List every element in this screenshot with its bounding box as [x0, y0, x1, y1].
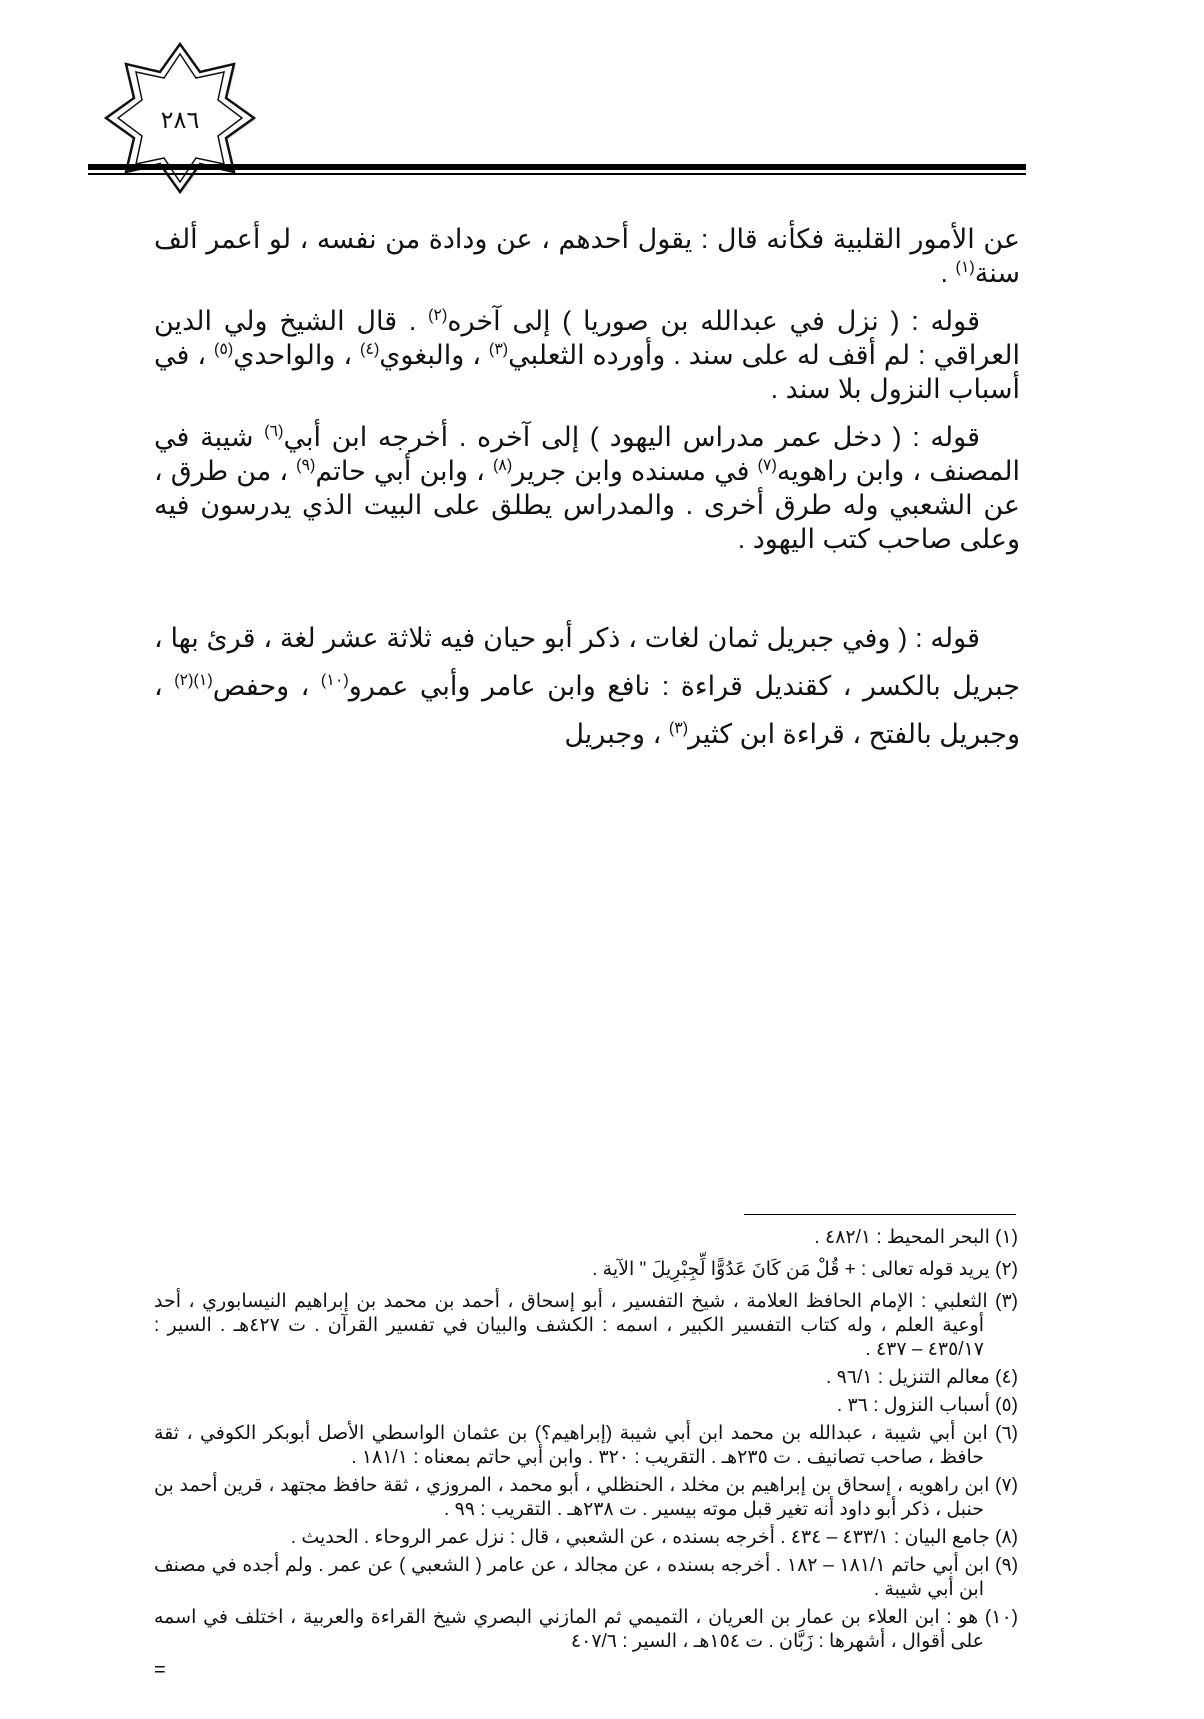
footnote-3: (٣) الثعلبي : الإمام الحافظ العلامة ، شيخ التفسير ، أبو إسحاق ، أحمد بن محمد بن إبراهيم النيسابوري ، أحد أوعية العلم ، وله كتاب التفسير الكبير ، اسمه : الكشف والبيان في تفسير القرآن . ت ٤٢٧هـ . السير : ٤٣٥/١٧ – ٤٣٧ . — [154, 1291, 1018, 1360]
paragraph-4: قوله : ( وفي جبريل ثمان لغات ، ذكر أبو حيان فيه ثلاثة عشر لغة ، قرئ بها ، جبريل بالكسر ، كقنديل قراءة : نافع وابن عامر وأبي عمرو$^{(١٠)}$ ، وحفص$^{(١)(٢)}$ ، وجبريل بالفتح ، قراءة ابن كثير$^{(٣)}$ ، وجبريل — [154, 623, 1020, 749]
footnote-2: (٢) يريد قوله تعالى : + قُلْ مَن كَانَ عَدُوًّا لِّجِبْرِيلَ " الآية . — [592, 1259, 1018, 1280]
paragraph-1: عن الأمور القلبية فكأنه قال : يقول أحدهم ، عن ودادة من نفسه ، لو أعمر ألف سنة$^{(١)}$ . — [154, 224, 1020, 288]
paragraph-3: قوله : ( دخل عمر مدراس اليهود ) إلى آخره . أخرجه ابن أبي$^{(٦)}$ شيبة في المصنف ، وابن راهويه$^{(٧)}$ في مسنده وابن جرير$^{(٨)}$ ، وابن أبي حاتم$^{(٩)}$ ، من طرق ، عن الشعبي وله طرق أخرى . والمدراس يطلق على البيت الذي يدرسون فيه وعلى صاحب كتب اليهود . — [154, 422, 1020, 554]
paragraph-2: قوله : ( نزل في عبدالله بن صوريا ) إلى آخره$^{(٢)}$ . قال الشيخ ولي الدين العراقي : لم أقف له على سند . وأورده الثعلبي$^{(٣)}$ ، والبغوي$^{(٤)}$ ، والواحدي$^{(٥)}$ ، في أسباب النزول بلا سند . — [154, 306, 1021, 404]
page-number: ٢٨٦ — [160, 106, 200, 134]
footnote-9: (٩) ابن أبي حاتم ١٨١/١ – ١٨٢ . أخرجه بسنده ، عن مجالد ، عن عامر ( الشعبي ) عن عمر . ولم أجده في مصنف ابن أبي شيبة . — [154, 1555, 1019, 1600]
footnote-1: (١) البحر المحيط : ٤٨٢/١ . — [814, 1227, 1018, 1248]
footnote-10: (١٠) هو : ابن العلاء بن عمار بن العريان ، التميمي ثم المازني البصري شيخ القراءة والعربية ، اختلف في اسمه على أقوال ، أشهرها : زَبَّان . ت ١٥٤هـ ، السير : ٤٠٧/٦ — [154, 1607, 1018, 1652]
main-text — [154, 222, 1020, 772]
footnote-6: (٦) ابن أبي شيبة ، عبدالله بن محمد ابن أبي شيبة (إبراهيم؟) بن عثمان الواسطي الأصل أبوبكر الكوفي ، ثقة حافظ ، صاحب تصانيف . ت ٢٣٥هـ . التقريب : ٣٢٠ . وابن أبي حاتم بمعناه : ١٨١/١ . — [154, 1423, 1018, 1468]
page-number-frame — [100, 40, 260, 200]
footnote-separator — [744, 1214, 1016, 1215]
footnotes — [154, 1226, 1018, 1682]
header-rule-thin — [88, 173, 1026, 175]
header-rule-thick — [88, 164, 1026, 170]
footnote-8: (٨) جامع البيان : ٤٣٣/١ – ٤٣٤ . أخرجه بسنده ، عن الشعبي ، قال : نزل عمر الروحاء . الحديث . — [290, 1527, 1018, 1548]
footnote-5: (٥) أسباب النزول : ٣٦ . — [836, 1395, 1018, 1416]
continuation-mark: = — [154, 1659, 166, 1681]
footnote-4: (٤) معالم التنزيل : ٩٦/١ . — [826, 1367, 1018, 1388]
footnote-7: (٧) ابن راهويه ، إسحاق بن إبراهيم بن مخلد ، الحنظلي ، أبو محمد ، المروزي ، ثقة حافظ مجتهد ، قرين أحمد بن حنبل ، ذكر أبو داود أنه تغير قبل موته بيسير . ت ٢٣٨هـ . التقريب : ٩٩ . — [154, 1475, 1018, 1520]
